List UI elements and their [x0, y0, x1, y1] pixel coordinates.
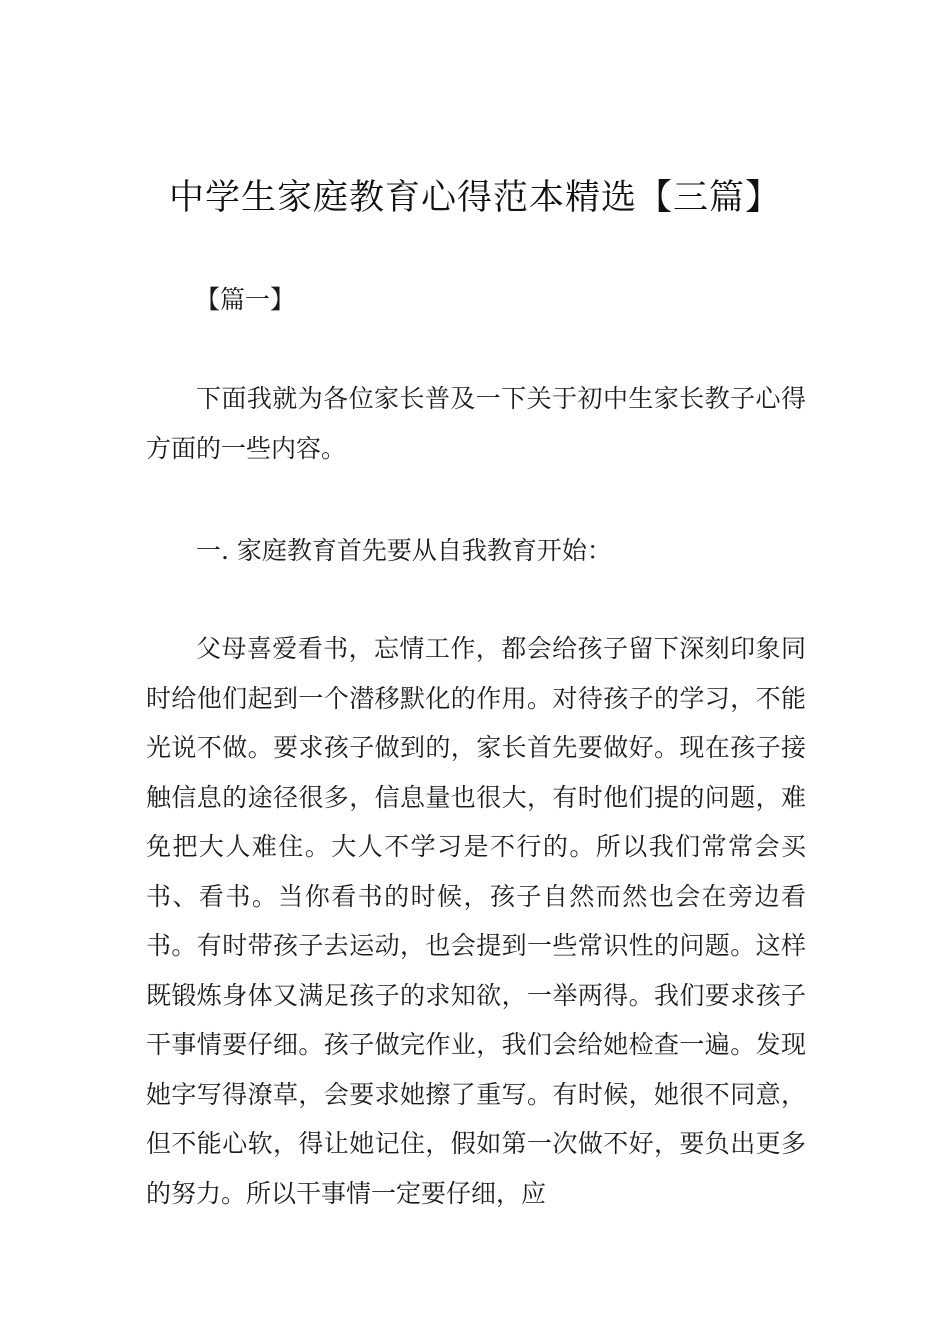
intro-paragraph: 下面我就为各位家长普及一下关于初中生家长教子心得方面的一些内容。 [146, 384, 806, 463]
page-title: 中学生家庭教育心得范本精选【三篇】 [168, 178, 781, 218]
section-label: 【篇一】 [195, 285, 296, 314]
body-paragraph: 父母喜爱看书，忘情工作，都会给孩子留下深刻印象同时给他们起到一个潜移默化的作用。对待孩子的学习，不能光说不做。要求孩子做到的，家长首先要做好。现在孩子接触信息的途径很多，信息量也很大，有时他们提的问题，难免把大人难住。大人不学习是不行的。所以我们常常会买书、看书。当你看书的时候，孩子自然而然也会在旁边看书。有时带孩子去运动，也会提到一些常识性的问题。这样既锻炼身体又满足孩子的求知欲，一举两得。我们要求孩子干事情要仔细。孩子做完作业，我们会给她检查一遍。发现她字写得潦草，会要求她擦了重写。有时候，她很不同意，但不能心软，得让她记住，假如第一次做不好，要负出更多的努力。所以干事情一定要仔细，应 [146, 634, 806, 1208]
subsection-heading: 一. 家庭教育首先要从自我教育开始： [196, 536, 612, 565]
